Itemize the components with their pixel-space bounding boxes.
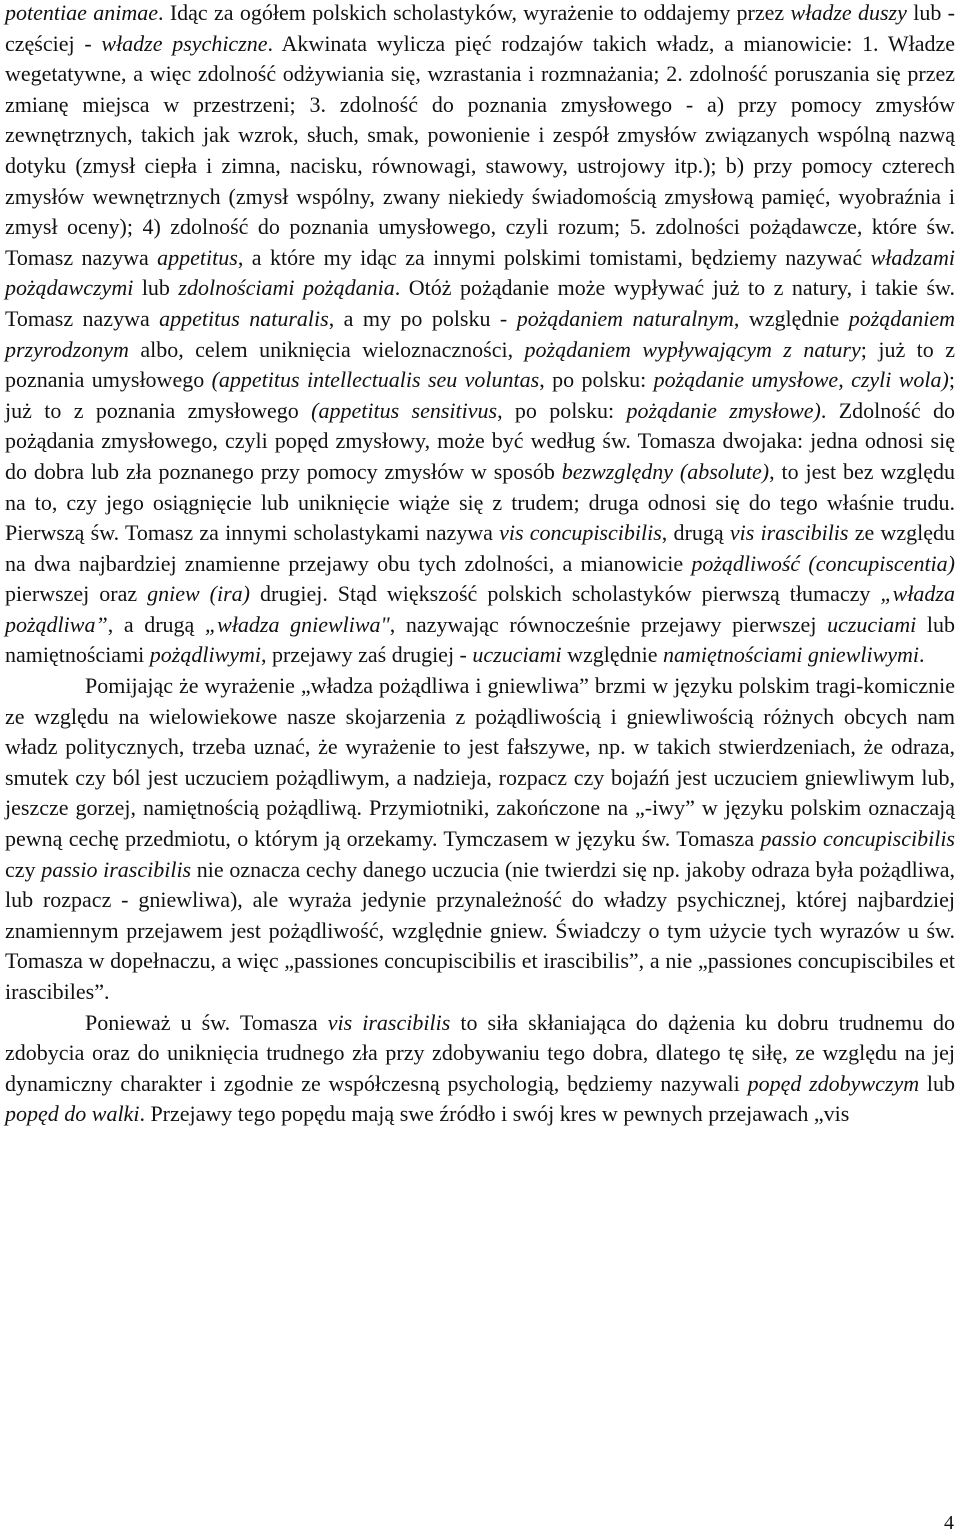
italic-run: pożądanie zmysłowe) xyxy=(626,397,821,423)
italic-run: bezwzględny (absolute) xyxy=(561,458,770,484)
text-run: , a drugą xyxy=(107,611,205,637)
text-run: Ponieważ u św. Tomasza xyxy=(85,1009,328,1035)
text-run: lub xyxy=(133,275,179,301)
italic-run: władzami pożądawczymi xyxy=(5,244,955,301)
italic-run: passio concupiscibilis xyxy=(760,826,955,852)
text-run: . Otóż pożądanie może wypływać już to z natury, i takie św. Tomasz nazywa xyxy=(5,275,955,331)
italic-run: appetitus naturalis xyxy=(159,305,329,331)
italic-run: vis irascibilis xyxy=(327,1009,451,1035)
paragraph-1 xyxy=(5,0,955,671)
italic-run: zdolnościami pożądania xyxy=(178,275,395,301)
text-run: drugiej. Stąd większość polskich scholastyków pierwszą tłumaczy xyxy=(250,581,881,607)
italic-run: popęd zdobywczym xyxy=(747,1070,920,1096)
italic-run: pożądaniem naturalnym xyxy=(516,305,734,331)
italic-run: „władza gniewliwa" xyxy=(204,611,390,637)
italic-run: namiętnościami gniewliwymi xyxy=(663,642,920,668)
text-run: . Akwinata wylicza pięć rodzajów takich władz, a mianowicie: 1. Władze wegetatywne, a więc zdolność odżywiania się, wzrastania i rozmnażania; 2. zdolność poruszania się przez zmianę miejsca w przestrzeni; 3. zdolność do poznania zmysłowego - a) przy pomocy zmysłów zewnętrznych, takich jak wzrok, słuch, smak, powonienie i zespół zmysłów związanych wspólną nazwą dotyku (zmysł ciepła i zimna, nacisku, równowagi, stawowy, ustrojowy itp.); b) przy pomocy czterech zmysłów wewnętrznych (zmysł wspólny, zwany niekiedy świadomością zmysłową pamięć, wyobraźnia i zmysł oceny); 4) zdolność do poznania umysłowego, czyli rozum; 5. zdolności pożądawcze, które św. Tomasz nazywa xyxy=(5,30,956,270)
page-number: 4 xyxy=(944,1512,954,1534)
italic-run: pożądanie umysłowe, czyli wola) xyxy=(653,367,949,393)
paragraph-2 xyxy=(5,671,955,1008)
italic-run: popęd do walki xyxy=(5,1101,140,1127)
text-run: to siła skłaniająca do dążenia ku dobru trudnemu do zdobycia oraz do uniknięcia trudnego zła przy zdobywaniu tego dobra, dlatego tę siłę, ze względu na jej dynamiczny charakter i zgodnie ze współczesną psychologią, będziemy nazywali xyxy=(5,1009,956,1096)
text-run: ; już to z poznania zmysłowego xyxy=(5,367,955,423)
text-run: , a które my idąc za innymi polskimi tomistami, będziemy nazywać xyxy=(237,244,871,270)
text-run: , nazywając równocześnie przejawy pierwszej xyxy=(389,611,828,637)
italic-run: pożądaniem przyrodzonym xyxy=(5,305,956,362)
text-run: , po polsku: xyxy=(497,397,627,423)
italic-run: władze psychiczne xyxy=(101,30,268,56)
text-run: , to jest bez względu na to, czy jego osiągnięcie lub uniknięcie wiąże się z trudem; druga odnosi się do tego właśnie trudu. Pierwszą św. Tomasz za innymi scholastykami nazywa xyxy=(5,458,955,546)
italic-run: (appetitus sensitivus xyxy=(311,397,498,423)
italic-run: pożądliwość (concupiscentia) xyxy=(691,550,955,576)
italic-run: passio irascibilis xyxy=(41,856,192,882)
italic-run: pożądaniem wypływającym z natury xyxy=(524,336,861,362)
text-run: pierwszej oraz xyxy=(5,581,148,607)
text-run: , względnie xyxy=(733,305,849,331)
text-run: nie oznacza cechy danego uczucia (nie twierdzi się np. jakoby odraza była pożądliwa, lub rozpacz - gniewliwa), ale wyraża jedynie przynależność do władzy psychicznej, której najbardziej znamiennym przejawem jest pożądliwość, względnie gniew. Świadczy o tym użycie tych wyrazów u św. Tomasza w dopełnaczu, a więc „passiones concupiscibilis et irascibilis”, a nie „passiones concupiscibiles et irascibiles”. xyxy=(5,856,956,1004)
italic-run: gniew (ira) xyxy=(147,581,251,607)
italic-run: „władza pożądliwa” xyxy=(5,581,955,637)
italic-run: władze duszy xyxy=(790,0,907,25)
paragraph-3 xyxy=(5,1008,955,1130)
text-run: Pomijając że wyrażenie „władza pożądliwa i gniewliwa” brzmi w języku polskim tragi-komicznie ze względu na wielowiekowe nasze skojarzenia z pożądliwością i gniewliwością różnych obcych nam władz politycznych, trzeba uznać, że wyrażenie to jest fałszywe, np. w takich stwierdzeniach, że odraza, smutek czy ból jest uczuciem pożądliwym, a nadzieja, rozpacz czy bojaźń jest uczuciem gniewliwym lub, jeszcze gorzej, namiętnością pożądliwą. Przymiotniki, zakończone na „-iwy” w języku polskim oznaczają pewną cechę przedmiotu, o którym ją orzekamy. Tymczasem w języku św. Tomasza xyxy=(5,673,955,852)
text-run: , po polsku: xyxy=(539,367,654,393)
text-run: , drugą xyxy=(661,520,730,546)
italic-run: (appetitus intellectualis seu voluntas xyxy=(211,367,540,393)
text-run: względnie xyxy=(561,642,663,668)
text-run: . Idąc za ogółem polskich scholastyków, wyrażenie to oddajemy przez xyxy=(157,0,791,25)
text-run: czy xyxy=(5,856,42,882)
italic-run: potentiae animae xyxy=(5,0,158,25)
italic-run: uczuciami xyxy=(827,611,917,637)
text-run: albo, celem uniknięcia wieloznaczności, xyxy=(128,336,525,362)
text-run: . xyxy=(919,642,925,668)
text-run: . Zdolność do pożądania zmysłowego, czyli popęd zmysłowy, może być według św. Tomasza dwojaka: jedna odnosi się do dobra lub zła poznanego przy pomocy zmysłów w sposób xyxy=(5,397,955,484)
italic-run: uczuciami xyxy=(472,642,562,668)
text-run: lub - częściej - xyxy=(5,0,955,56)
italic-run: pożądliwymi xyxy=(149,642,262,668)
text-run: . Przejawy tego popędu mają swe źródło i swój kres w pewnych przejawach „vis xyxy=(139,1101,850,1127)
document-body xyxy=(5,0,955,1130)
italic-run: vis concupiscibilis xyxy=(499,520,662,546)
text-run: , przejawy zaś drugiej - xyxy=(261,642,473,668)
text-run: ze względu na dwa najbardziej znamienne przejawy obu tych zdolności, a mianowicie xyxy=(5,520,956,576)
text-run: lub xyxy=(919,1070,956,1096)
text-run: ; już to z poznania umysłowego xyxy=(5,336,955,393)
text-run: , a my po polsku - xyxy=(328,305,517,331)
text-run: lub namiętnościami xyxy=(5,611,955,668)
italic-run: vis irascibilis xyxy=(729,520,849,546)
italic-run: appetitus xyxy=(157,244,238,270)
